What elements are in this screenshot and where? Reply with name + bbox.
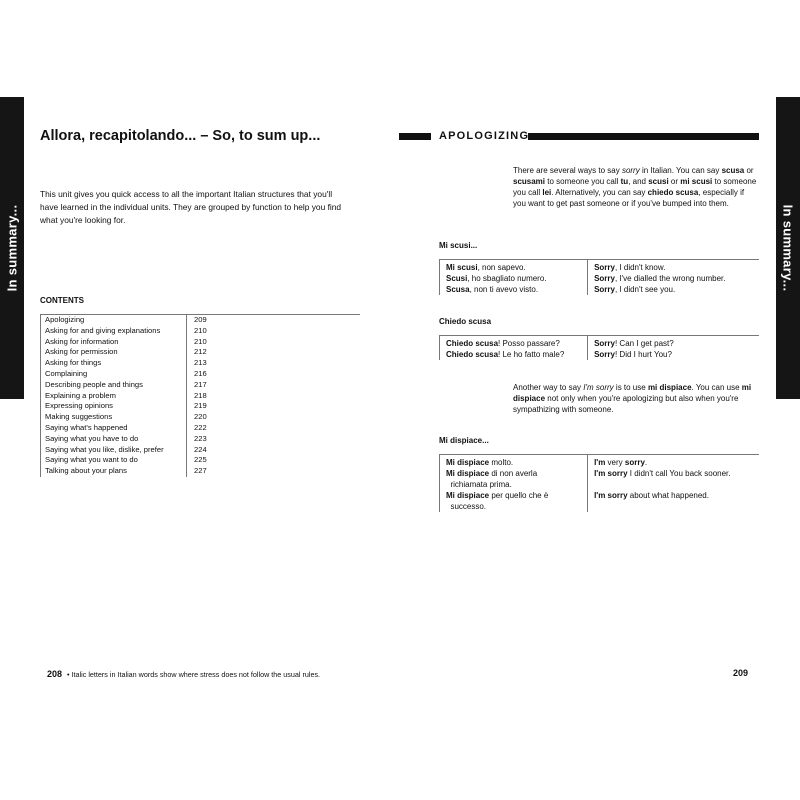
toc-row [40,434,360,445]
side-tab-label: In summary... [780,204,796,292]
italian-phrase: Chiedo scusa! Posso passare? [446,339,560,348]
toc-row [40,326,360,337]
footer-left [47,669,320,679]
page-number: 209 [733,668,749,678]
toc-label: Asking for and giving explanations [40,326,187,337]
subheading: Chiedo scusa [439,317,492,326]
section-bar-left [399,133,431,140]
contents-heading: CONTENTS [40,296,84,305]
phrase-table [439,454,759,512]
toc-row [40,401,360,412]
toc-row [40,412,360,423]
page-title: Allora, recapitolando... – So, to sum up... [40,128,321,144]
english-phrase [594,501,753,512]
english-phrase: I'm sorry about what happened. [594,491,709,500]
english-phrase: I'm sorry I didn't call You back sooner. [594,469,731,478]
toc-label: Expressing opinions [40,401,187,412]
italian-column [439,336,588,360]
italian-phrase: Scusi, ho sbagliato numero. [446,274,547,283]
toc-page-number: 223 [194,433,207,443]
toc-label: Saying what you like, dislike, prefer [40,445,187,456]
page-number: 208 [47,669,63,679]
english-phrase: Sorry, I didn't know. [594,263,666,272]
toc-row [40,369,360,380]
toc-label: Asking for things [40,358,187,369]
toc-row [40,380,360,391]
toc-label: Explaining a problem [40,391,187,402]
subheading: Mi scusi... [439,241,478,250]
english-column [588,455,759,512]
toc-label: Saying what's happened [40,423,187,434]
italian-phrase: Mi dispiace di non averla [446,469,538,478]
toc-page-number: 219 [194,401,207,411]
toc-page-number: 209 [194,315,207,324]
toc-page-number: 210 [194,325,207,335]
section-intro: There are several ways to say sorry in Italian. You can say scusa or scusami to someone you call tu, and scusi or mi scusi to someone you call lei. Alternatively, you can say chiedo scusa, especially if you want to get past someone or if you've bumped into them. [513,166,757,208]
toc-row [40,466,360,477]
italian-column [439,455,588,512]
toc-row [40,337,360,348]
toc-page-number: 216 [194,368,207,378]
table-border [40,315,41,477]
toc-page-number: 212 [194,347,207,357]
toc-row [40,358,360,369]
toc-row [40,315,360,326]
english-phrase [594,479,753,490]
toc-page-number: 225 [194,455,207,465]
toc-page-number: 222 [194,422,207,432]
toc-label: Saying what you want to do [40,455,187,466]
italian-phrase: Scusa, non ti avevo visto. [446,285,539,294]
section-title: APOLOGIZING [439,130,530,142]
phrase-table [439,259,759,295]
toc-row [40,423,360,434]
english-column [588,336,759,360]
subheading: Mi dispiace... [439,436,489,445]
italian-phrase: Chiedo scusa! Le ho fatto male? [446,350,565,359]
toc-page-number: 224 [194,444,207,454]
italian-phrase: Mi dispiace molto. [446,458,514,467]
intro-paragraph: This unit gives you quick access to all the important Italian structures that you'll have learned in the individual units. They are grouped by function to help you find what you're looking for. [40,189,342,225]
toc-row [40,391,360,402]
toc-label: Talking about your plans [40,466,187,477]
toc-label: Saying what you have to do [40,434,187,445]
italian-phrase: successo. [446,502,487,511]
toc-label: Making suggestions [40,412,187,423]
toc-page-number: 217 [194,379,207,389]
side-tab-label: In summary... [4,204,20,292]
toc-label: Complaining [40,369,187,380]
contents-table [40,314,360,477]
phrase-table [439,335,759,360]
italian-phrase: Mi dispiace per quello che è [446,491,549,500]
toc-row [40,445,360,456]
toc-label: Apologizing [40,315,187,326]
section-bar-right [528,133,759,140]
english-phrase: Sorry! Did I hurt You? [594,350,672,359]
footer-note: • Italic letters in Italian words show where stress does not follow the usual rules. [67,670,321,679]
toc-page-number: 220 [194,412,207,422]
toc-label: Asking for permission [40,347,187,358]
italian-column [439,260,588,295]
english-phrase: I'm very sorry. [594,458,648,467]
paragraph: Another way to say I'm sorry is to use mi dispiace. You can use mi dispiace not only when you're apologizing but also when you're sympathizing with someone. [513,383,752,414]
toc-page-number: 213 [194,358,207,368]
italian-phrase: richiamata prima. [446,480,512,489]
english-phrase: Sorry, I've dialled the wrong number. [594,274,726,283]
english-phrase: Sorry, I didn't see you. [594,285,676,294]
english-phrase: Sorry! Can I get past? [594,339,674,348]
toc-label: Asking for information [40,337,187,348]
italian-phrase: Mi scusi, non sapevo. [446,263,526,272]
table-border [186,315,187,318]
side-tab-left [0,97,24,399]
side-tab-right [776,97,800,399]
toc-page-number: 227 [194,466,207,476]
toc-row [40,347,360,358]
toc-page-number: 218 [194,390,207,400]
english-column [588,260,759,295]
toc-row [40,455,360,466]
toc-page-number: 210 [194,336,207,346]
toc-label: Describing people and things [40,380,187,391]
